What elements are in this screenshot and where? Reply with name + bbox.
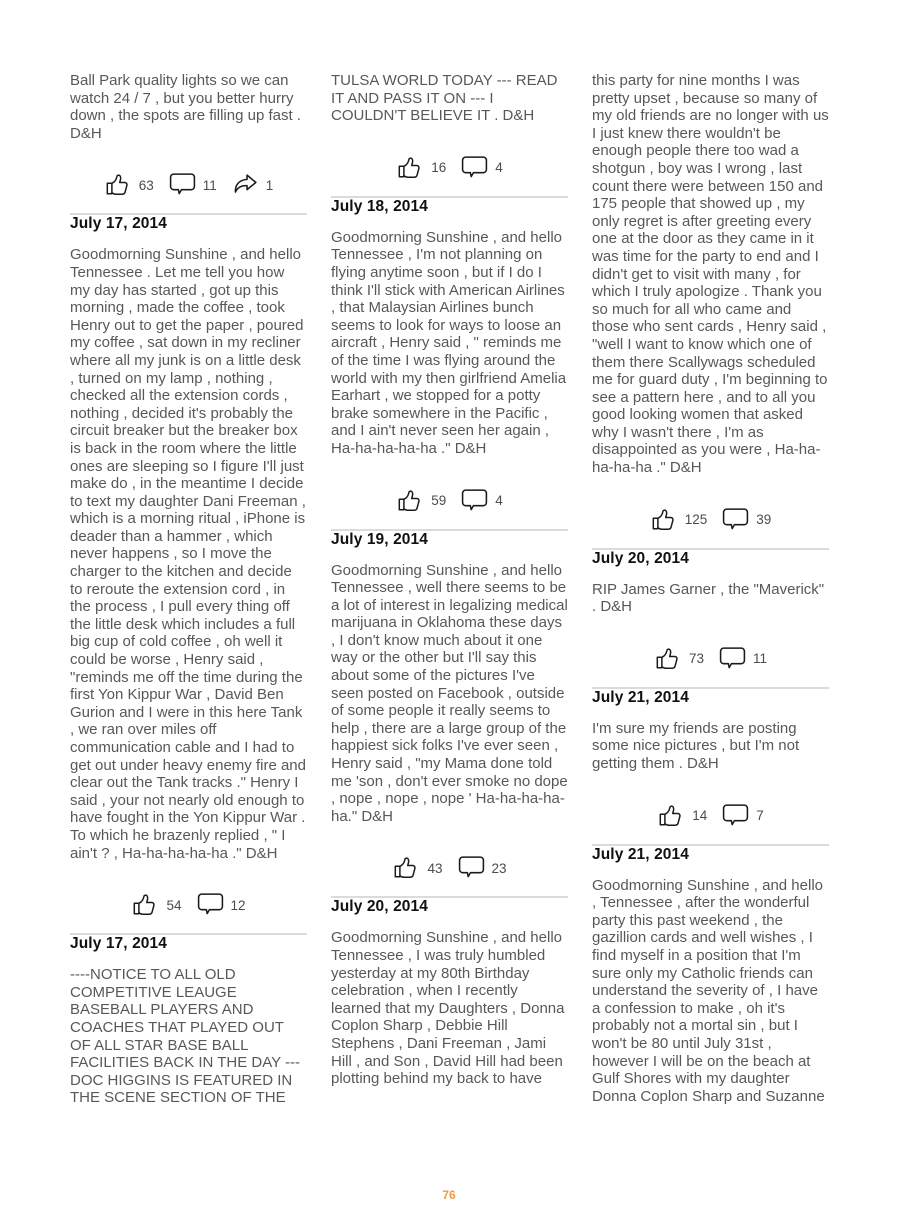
comment-count: 12 [230,897,246,913]
thumbs-up-icon [396,487,425,515]
like-stat [654,645,704,673]
post-engagement-row [592,505,829,535]
page-content [70,0,829,1107]
like-stat [392,854,442,882]
comment-stat [721,506,771,534]
post-text: Goodmorning Sunshine , and hello Tennessee , well there seems to be a lot of interest in legalizing medical marijuana in Oklahoma these days , I don't know much about it one way or the other but I'll say this about some of the pictures I've seen posted on Facebook , outside of some people it really seems to help , there are a large group of the happiest sick folks I've ever seen , Henry said , "my Mama done told me 'son , don't ever smoke no dope , nope , nope , nope ' Ha-ha-ha-ha-ha." D&H [331,561,568,825]
post [70,935,307,1107]
post-date-heading: July 20, 2014 [331,898,428,916]
comment-icon [721,506,750,534]
comment-icon [718,645,747,673]
like-stat [650,506,708,534]
post-text: RIP James Garner , the "Maverick" . D&H [592,580,825,616]
post-engagement-row [592,644,829,674]
comment-stat [168,171,217,199]
like-stat [131,891,181,919]
comment-count: 4 [495,493,503,508]
post-engagement-row [70,890,307,920]
thumbs-up-icon [654,645,683,673]
post-date-heading: July 21, 2014 [592,845,689,863]
comment-icon [196,891,225,919]
post [70,72,307,215]
post-text: I'm sure my friends are posting some nice pictures , but I'm not getting them . D&H [592,719,800,773]
post [331,198,568,531]
column-3 [592,72,829,1107]
comment-icon [168,171,197,199]
post-text: this party for nine months I was pretty upset , because so many of my old friends are no longer with us I just knew there wouldn't be enough people there too wad a shotgun , boy was I wrong , last count there were between 150 and 175 people that showed up , my only regret is after greeting every one at the door as they came in it was time for the party to end and I didn't get to visit with many , for which I truly apologize . Thank you so much for all who came and those who sent cards , Henry said , "well I want to know which one of them there Scallywags scheduled me for guard duty , I'm beginning to see a pattern here , and to all you good looking women that asked why I wasn't there , I'm as disappointed as you were , Ha-ha-ha-ha-ha ." D&H [592,72,829,477]
post [592,846,829,1106]
post-text: Goodmorning Sunshine , and hello , Tennessee , after the wonderful party this past weekend , the gazillion cards and well wishes , I find myself in a position that I'm sure only my Catholic friends can understand the severity of , I have a confession to make , oh it's probably not a mortal sin , but I won't be 80 until July 31st , however I will be on the beach at Gulf Shores with my daughter Donna Coplon Sharp and Suzanne [592,876,825,1105]
comment-stat [721,802,764,830]
comment-count: 11 [753,651,768,667]
thumbs-up-icon [104,171,133,199]
like-stat [657,802,707,830]
comment-count: 4 [495,160,503,176]
comment-count: 23 [491,860,507,876]
post-text: TULSA WORLD TODAY --- READ IT AND PASS IT ON --- I COULDN'T BELIEVE IT . D&H [331,72,558,125]
post-date-heading: July 17, 2014 [70,215,167,233]
comment-count: 11 [202,177,217,193]
post-date-heading: July 17, 2014 [70,935,167,953]
comment-count: 7 [756,808,764,824]
thumbs-up-icon [392,854,421,882]
comment-icon [460,154,489,182]
like-count: 54 [166,897,182,913]
comment-stat [460,154,503,182]
thumbs-up-icon [650,506,679,534]
comment-stat [196,891,246,919]
post-engagement-row [70,170,307,200]
post-date-heading: July 20, 2014 [592,549,689,567]
post-engagement-row [331,153,568,183]
post-text: Goodmorning Sunshine , and hello Tennessee . Let me tell you how my day has started , got up this morning , made the coffee , took Henry out to get the paper , poured my coffee , sat down in my recliner where all my junk is on a little desk , turned on my lamp , nothing , checked all the extension cords , nothing , decided it's probably the circuit breaker but the breaker box is back in the room where the little ones are sleeping so I figure I'll just make do , in the meantime I decide to text my daughter Dani Freeman , which is a morning ritual , iPhone is deader than a hammer , which never happens , so I move the charger to the kitchen and decide to reroute the extension cord , in the process , I pull every thing off the little desk which includes a full big cup of cold coffee , oh well it could be worse , Henry said , "reminds me off the time during the first Yon Kippur War , David Ben Gurion and I were in this here Tank , we ran over miles off communication cable and I had to get out under heavy enemy fire and clear out the Tank tracks ." Henry I said , your not nearly old enough to have fought in the Yon Kippur War . To which he brazenly replied , " I ain't ? , Ha-ha-ha-ha-ha ." D&H [70,246,306,862]
comment-icon [721,802,750,830]
like-count: 43 [427,860,443,876]
post [331,72,568,198]
page-number: 76 [442,1188,456,1202]
post [70,215,307,935]
comment-count: 39 [756,512,772,528]
thumbs-up-icon [131,891,160,919]
like-stat [104,171,154,199]
post [331,898,568,1087]
like-count: 73 [688,651,704,667]
share-count: 1 [265,177,274,193]
share-stat [231,171,274,199]
like-count: 14 [692,808,708,824]
post [331,531,568,899]
post-text: Goodmorning Sunshine , and hello Tennessee , I was truly humbled yesterday at my 80th Birthday celebration , when I recently learned that my Daughters , Donna Coplon Sharp , Debbie Hill Stephens , Dani Freeman , Jami Hill , and Son , David Hill had been plotting behind my back to have [331,929,565,1088]
like-stat [396,154,446,182]
post-date-heading: July 19, 2014 [331,530,428,548]
comment-stat [718,645,767,673]
post-text: ----NOTICE TO ALL OLD COMPETITIVE LEAUGE BASEBALL PLAYERS AND COACHES THAT PLAYED OUT OF ALL STAR BASE BALL FACILITIES BACK IN THE DAY --- DOC HIGGINS IS FEATURED IN THE SCENE SECTION OF THE [70,966,301,1107]
post-date-heading: July 21, 2014 [592,688,689,706]
like-count: 125 [684,512,708,528]
post-engagement-row [592,801,829,831]
post-engagement-row [331,853,568,883]
thumbs-up-icon [396,154,425,182]
column-1 [70,72,307,1107]
like-count: 16 [431,160,447,176]
comment-icon [460,487,489,515]
post-text: Ball Park quality lights so we can watch 24 / 7 , but you better hurry down , the spots are filling up fast . D&H [70,72,301,142]
comment-icon [457,854,486,882]
post-date-heading: July 18, 2014 [331,197,428,215]
post-engagement-row [331,486,568,516]
column-2 [331,72,568,1107]
post-text: Goodmorning Sunshine , and hello Tennessee , I'm not planning on flying anytime soon , but if I do I think I'll stick with American Airlines , that Malaysian Airlines bunch seems to look for ways to loose an aircraft , Henry said , " reminds me of the time I was flying around the world with my then girlfriend Amelia Earhart , we stopped for a potty brake somewhere in the Pacific , and I ain't never seen her again , Ha-ha-ha-ha-ha ." D&H [331,228,567,457]
thumbs-up-icon [657,802,686,830]
like-stat [396,487,446,515]
like-count: 59 [431,493,447,508]
post [592,72,829,550]
comment-stat [460,487,503,515]
share-icon [231,171,260,199]
post [592,689,829,846]
comment-stat [457,854,507,882]
like-count: 63 [138,177,154,193]
post [592,550,829,689]
